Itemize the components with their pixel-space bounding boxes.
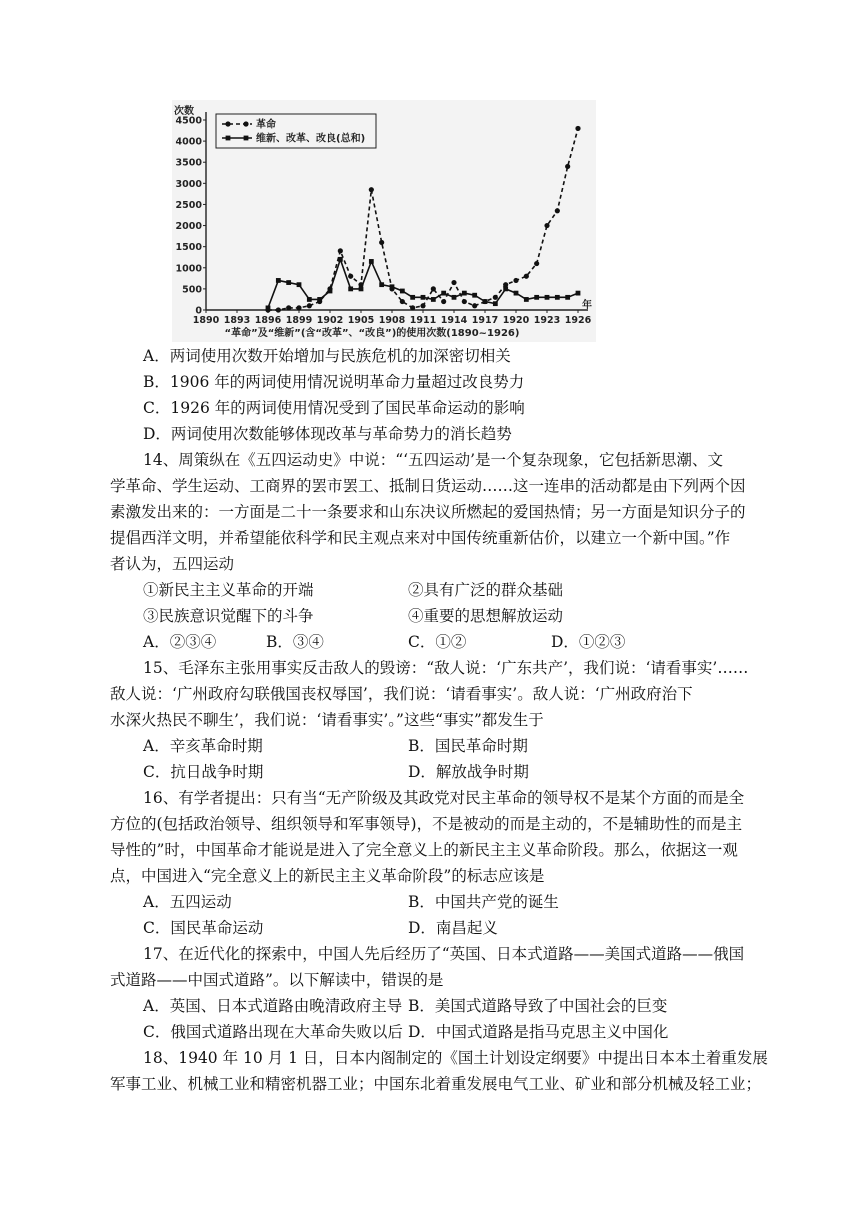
q14-option-a: A．②③④: [143, 633, 217, 651]
series-1-point: [451, 280, 456, 285]
x-tick-label: 1902: [316, 315, 344, 326]
series-line-2: [268, 259, 578, 308]
q14-item-1: ①新民主主义革命的开端: [143, 581, 314, 599]
series-1-point: [544, 223, 549, 228]
chart-svg: [172, 100, 596, 342]
q17-stem-line-2: 式道路——中国式道路”。以下解读中，错误的是: [110, 971, 444, 989]
series-2-point: [266, 305, 271, 310]
q14-option-d: D．①②③: [551, 633, 626, 651]
q16-stem-line-2: 方位的(包括政治领导、组织领导和军事领导)，不是被动的而是主动的，不是辅助性的而是主: [110, 815, 743, 833]
legend-marker-2: [244, 136, 249, 141]
series-2-point: [493, 301, 498, 306]
q16-option-d: D．南昌起义: [408, 919, 498, 937]
q16-option-c: C．国民革命运动: [143, 919, 264, 937]
q15-option-c: C．抗日战争时期: [143, 763, 264, 781]
y-tick-label: 1000: [175, 263, 202, 275]
q16-option-a: A．五四运动: [143, 893, 232, 911]
q15-option-a: A．辛亥革命时期: [143, 737, 263, 755]
y-tick-label: 2000: [175, 221, 202, 233]
series-1-point: [565, 164, 570, 169]
y-tick-label: 3000: [175, 178, 202, 190]
x-axis-label: 年: [582, 300, 592, 311]
series-1-point: [400, 299, 405, 304]
q13-option-a: A．两词使用次数开始增加与民族危机的加深密切相关: [143, 347, 511, 365]
series-1-point: [472, 303, 477, 308]
legend-label-1: 革命: [256, 119, 276, 131]
y-axis-label: 次数: [174, 106, 194, 117]
series-2-point: [379, 282, 384, 287]
q17-stem-line-1: 17、在近代化的探索中，中国人先后经历了“英国、日本式道路——美国式道路——俄国: [143, 945, 745, 963]
y-tick-label: 3500: [175, 157, 202, 169]
series-2-point: [369, 259, 374, 264]
series-1-point: [420, 303, 425, 308]
x-tick-label: 1911: [409, 315, 437, 326]
series-line-1: [268, 128, 578, 310]
series-2-point: [452, 295, 457, 300]
q14-item-3: ③民族意识觉醒下的斗争: [143, 607, 314, 625]
series-2-point: [441, 291, 446, 296]
series-2-point: [410, 295, 415, 300]
series-2-point: [472, 293, 477, 298]
series-2-point: [348, 286, 353, 291]
series-1-point: [575, 126, 580, 131]
series-2-point: [307, 297, 312, 302]
series-1-point: [348, 274, 353, 279]
q13-option-c: C．1926 年的两词使用情况受到了国民革命运动的影响: [143, 399, 525, 417]
series-1-point: [431, 286, 436, 291]
x-tick-label: 1920: [502, 315, 530, 326]
q16-stem-line-1: 16、有学者提出：只有当“无产阶级及其政党对民主革命的领导权不是某个方面的而是全: [143, 789, 745, 807]
q14-stem-line-4: 提倡西洋文明，并希望能依科学和民主观点来对中国传统重新估价，以建立一个新中国。”作: [110, 529, 731, 547]
series-1-point: [296, 305, 301, 310]
series-1-point: [524, 274, 529, 279]
q14-stem-line-1: 14、周策纵在《五四运动史》中说：“‘五四运动’是一个复杂现象，它包括新思潮、文: [143, 451, 724, 469]
series-2-point: [421, 295, 426, 300]
q18-stem-line-2: 军事工业、机械工业和精密机器工业；中国东北着重发展电气工业、矿业和部分机械及轻工业；: [110, 1075, 762, 1093]
y-tick-label: 2500: [175, 199, 202, 211]
x-tick-label: 1893: [223, 315, 251, 326]
x-tick-label: 1914: [440, 315, 468, 326]
series-1-point: [503, 282, 508, 287]
series-2-point: [545, 295, 550, 300]
q14-option-b: B．③④: [266, 633, 324, 651]
q17-option-d: D．中国式道路是指马克思主义中国化: [408, 1023, 669, 1041]
usage-line-chart: [172, 100, 596, 342]
series-1-point: [534, 261, 539, 266]
q15-stem-line-1: 15、毛泽东主张用事实反击敌人的毁谤：“敌人说：‘广东共产’，我们说：‘请看事实’……: [143, 659, 749, 677]
series-1-point: [286, 305, 291, 310]
q17-option-a: A．英国、日本式道路由晚清政府主导: [143, 997, 403, 1015]
y-tick-label: 4500: [175, 115, 202, 127]
legend-marker-2: [226, 136, 231, 141]
x-tick-label: 1917: [471, 315, 499, 326]
series-1-point: [555, 208, 560, 213]
x-tick-label: 1905: [347, 315, 375, 326]
series-2-point: [503, 286, 508, 291]
q15-option-d: D．解放战争时期: [408, 763, 529, 781]
legend-marker-1: [225, 121, 230, 126]
x-tick-label: 1899: [285, 315, 313, 326]
q13-option-b: B．1906 年的两词使用情况说明革命力量超过改良势力: [143, 373, 525, 391]
series-1-point: [369, 187, 374, 192]
series-2-point: [286, 280, 291, 285]
q16-stem-line-3: 导性的”时，中国革命才能说是进入了完全意义上的新民主主义革命阶段。那么，依据这一观: [110, 841, 738, 859]
series-2-point: [514, 291, 519, 296]
y-tick-label: 1500: [175, 242, 202, 254]
series-2-point: [483, 299, 488, 304]
x-tick-label: 1926: [564, 315, 592, 326]
series-2-point: [317, 297, 322, 302]
series-2-point: [431, 297, 436, 302]
series-1-point: [307, 303, 312, 308]
series-1-point: [441, 299, 446, 304]
q15-stem-line-2: 敌人说：‘广州政府勾联俄国丧权辱国’，我们说：‘请看事实’。敌人说：‘广州政府治下: [110, 685, 693, 703]
series-2-point: [400, 289, 405, 294]
chart-caption: “革命”及“维新”(含“改革”、“改良”)的使用次数(1890~1926): [224, 328, 520, 339]
series-1-point: [513, 278, 518, 283]
q14-stem-line-3: 素激发出来的：一方面是二十一条要求和山东决议所燃起的爱国热情；另一方面是知识分子的: [110, 503, 746, 521]
series-2-point: [462, 291, 467, 296]
y-tick-label: 0: [195, 305, 202, 317]
legend-label-2: 维新、改革、改良(总和): [256, 133, 366, 145]
series-1-point: [276, 307, 281, 312]
q14-stem-line-5: 者认为，五四运动: [110, 555, 235, 573]
q16-option-b: B．中国共产党的诞生: [408, 893, 559, 911]
x-tick-label: 1890: [192, 315, 220, 326]
series-2-point: [565, 295, 570, 300]
series-2-point: [390, 284, 395, 289]
series-1-point: [338, 248, 343, 253]
q16-stem-line-4: 点，中国进入“完全意义上的新民主主义革命阶段”的标志应该是: [110, 867, 545, 885]
series-2-point: [338, 257, 343, 262]
series-2-point: [576, 291, 581, 296]
series-2-point: [328, 289, 333, 294]
q14-item-4: ④重要的思想解放运动: [408, 607, 564, 625]
series-1-point: [410, 305, 415, 310]
q18-stem-line-1: 18、1940 年 10 月 1 日，日本内阁制定的《国土计划设定纲要》中提出日本本土着重发展: [143, 1049, 768, 1067]
x-tick-label: 1896: [254, 315, 282, 326]
series-2-point: [524, 297, 529, 302]
x-tick-label: 1908: [378, 315, 406, 326]
q17-option-b: B．美国式道路导致了中国社会的巨变: [408, 997, 668, 1015]
series-1-point: [379, 240, 384, 245]
q15-stem-line-3: 水深火热民不聊生’，我们说：‘请看事实’。”这些“事实”都发生于: [110, 711, 544, 729]
series-2-point: [359, 286, 364, 291]
y-tick-label: 4000: [175, 136, 202, 148]
q14-option-c: C．①②: [408, 633, 467, 651]
series-2-point: [534, 295, 539, 300]
x-tick-label: 1923: [533, 315, 561, 326]
legend-marker-1: [243, 121, 248, 126]
y-tick-label: 500: [182, 284, 202, 296]
series-1-point: [493, 295, 498, 300]
q13-option-d: D．两词使用次数能够体现改革与革命势力的消长趋势: [143, 425, 512, 443]
series-1-point: [462, 299, 467, 304]
q14-stem-line-2: 学革命、学生运动、工商界的罢市罢工、抵制日货运动……这一连串的活动都是由下列两个因: [110, 477, 746, 495]
q17-option-c: C．俄国式道路出现在大革命失败以后: [143, 1023, 403, 1041]
q15-option-b: B．国民革命时期: [408, 737, 528, 755]
series-2-point: [297, 282, 302, 287]
q14-item-2: ②具有广泛的群众基础: [408, 581, 564, 599]
series-2-point: [555, 295, 560, 300]
series-2-point: [276, 278, 281, 283]
